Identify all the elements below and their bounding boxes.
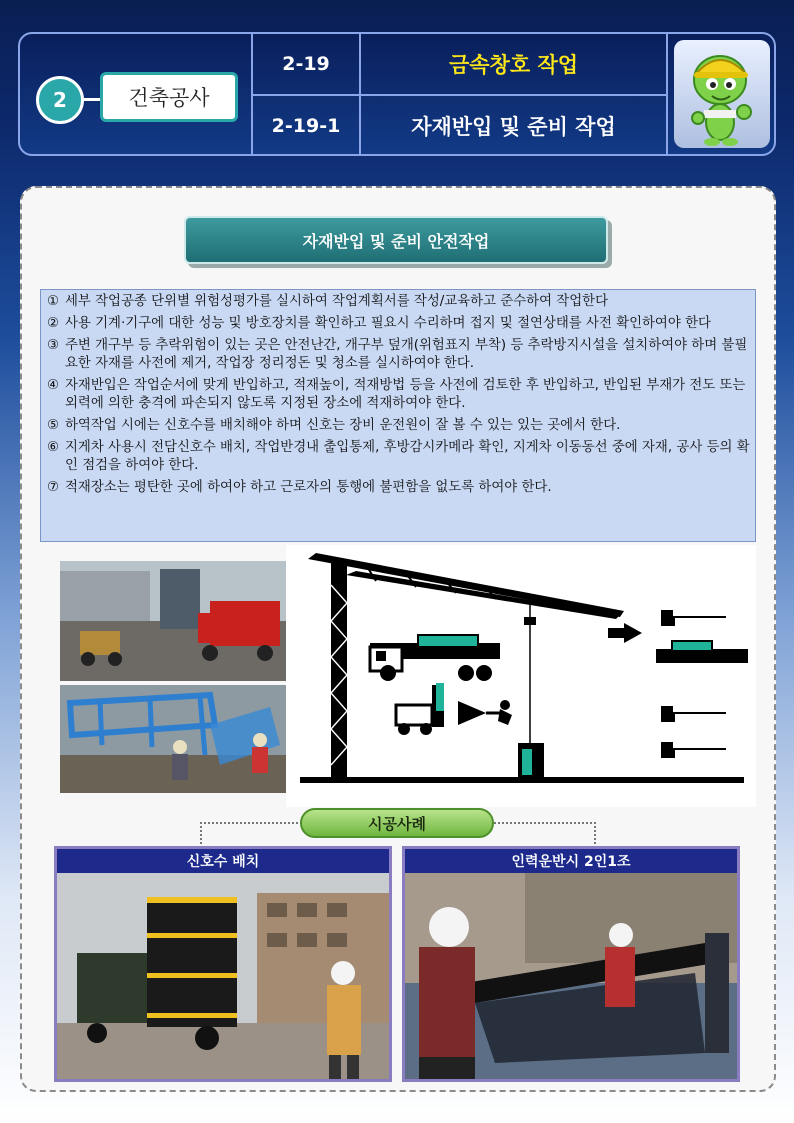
- case-photo-two-person: [402, 846, 740, 1082]
- rule-text: 지게차 사용시 전담신호수 배치, 작업반경내 출입통제, 후방감시카메라 확인, 지게차 이동동선 중에 자재, 공사 등의 확인 점검을 하여야 한다.: [65, 440, 750, 473]
- rule-item: [47, 315, 751, 333]
- rule-number: ②: [47, 316, 60, 331]
- rule-item: [47, 479, 751, 497]
- header-bar: [18, 32, 776, 156]
- rule-text: 사용 기계·기구에 대한 성능 및 방호장치를 확인하고 필요시 수리하며 접지 및 절연상태를 사전 확인하여야 한다: [65, 316, 711, 331]
- section-number-badge: 2: [36, 76, 84, 124]
- case-section-label: 시공사례: [300, 808, 494, 838]
- case-photo-caption: 인력운반시 2인1조: [405, 849, 737, 873]
- rule-item: [47, 417, 751, 435]
- case-dotted-right: [494, 822, 596, 844]
- rule-number: ⑥: [47, 440, 60, 455]
- rule-text: 주변 개구부 등 추락위험이 있는 곳은 안전난간, 개구부 덮개(위험표지 부착) 등 추락방지시설을 설치하여야 하며 불필요한 자재를 사전에 제거, 작업장 정리정돈 및 청소를 실시하여야 한다.: [65, 338, 748, 371]
- case-photo-signal: [54, 846, 392, 1082]
- header-title-main: 금속창호 작업: [359, 34, 666, 94]
- rule-text: 하역작업 시에는 신호수를 배치해야 하며 신호는 장비 운전원이 잘 볼 수 있는 있는 곳에서 한다.: [65, 418, 621, 433]
- rule-item: [47, 439, 751, 475]
- case-dotted-left: [200, 822, 302, 844]
- header-code-main: 2-19: [251, 34, 359, 94]
- photo-blue-frames: [60, 685, 287, 793]
- rule-number: ⑦: [47, 480, 60, 495]
- rule-item: [47, 377, 751, 413]
- rule-number: ④: [47, 378, 60, 393]
- rule-text: 적재장소는 평탄한 곳에 하여야 하고 근로자의 통행에 불편함을 없도록 하여야 한다.: [65, 480, 552, 495]
- case-photo-caption: 신호수 배치: [57, 849, 389, 873]
- photo-truck-unloading: [60, 561, 287, 681]
- crane-loading-diagram: [286, 545, 756, 807]
- header-code-sub: 2-19-1: [251, 94, 359, 156]
- rule-item: [47, 293, 751, 311]
- mascot-cell: [666, 34, 776, 156]
- rule-item: [47, 337, 751, 373]
- section-label: 건축공사: [100, 72, 238, 122]
- section-banner: 자재반입 및 준비 안전작업: [184, 216, 608, 264]
- rule-number: ⑤: [47, 418, 60, 433]
- safety-rules-box: [40, 289, 756, 542]
- mascot-icon: [674, 40, 770, 148]
- rule-number: ③: [47, 338, 60, 353]
- rule-text: 자재반입은 작업순서에 맞게 반입하고, 적재높이, 적재방법 등을 사전에 검토한 후 반입하고, 반입된 부재가 전도 또는 외력에 의한 충격에 파손되지 않도록 지정된 장소에 적재하여야 한다.: [65, 378, 746, 411]
- rule-text: 세부 작업공종 단위별 위험성평가를 실시하여 작업계획서를 작성/교육하고 준수하여 작업한다: [65, 294, 609, 309]
- rule-number: ①: [47, 294, 60, 309]
- header-title-sub: 자재반입 및 준비 작업: [359, 94, 666, 156]
